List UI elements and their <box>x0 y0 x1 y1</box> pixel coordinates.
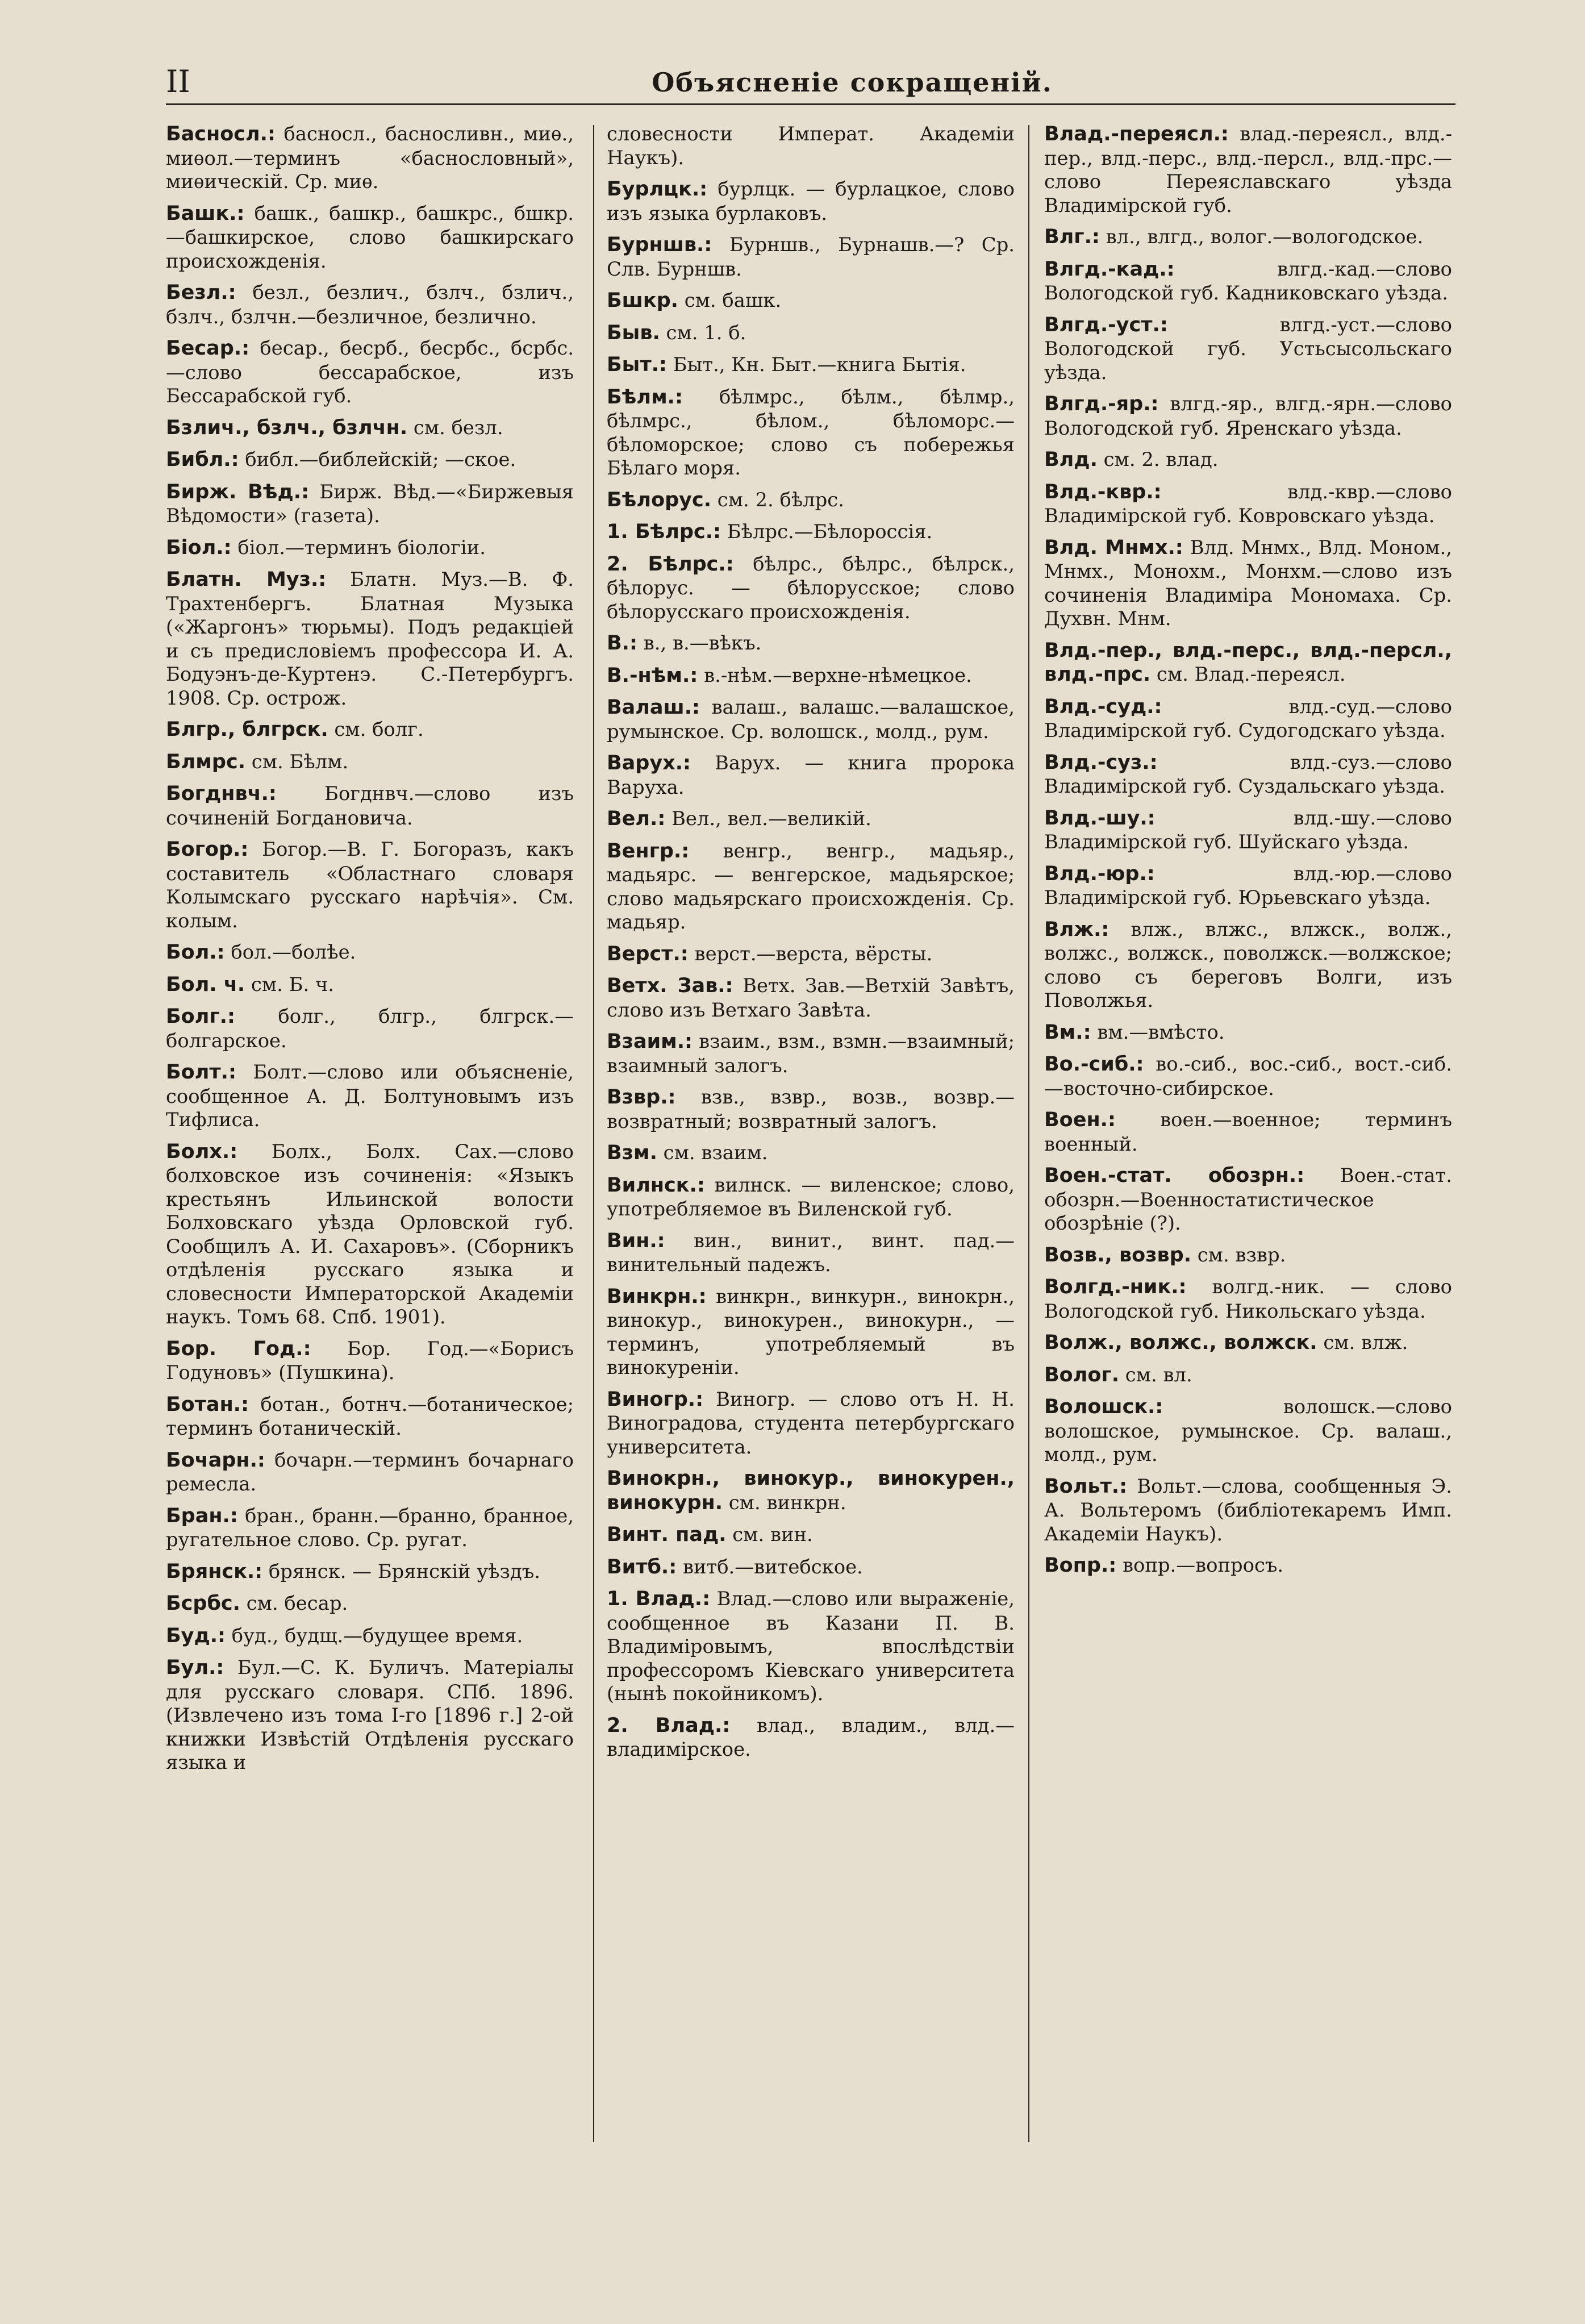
dictionary-entry <box>607 1714 1015 1761</box>
entry-headword: Влд. Мнмх.: <box>1044 536 1183 559</box>
dictionary-entry <box>607 631 1015 656</box>
entry-definition: см. безл. <box>407 416 503 439</box>
entry-definition: бол.—болѣе. <box>224 941 356 963</box>
entry-definition: см. 2. влад. <box>1097 448 1219 470</box>
dictionary-entry <box>607 664 1015 688</box>
entry-definition: см. вл. <box>1119 1363 1192 1386</box>
entry-headword: Бсрбс. <box>166 1592 240 1615</box>
entry-definition: влд.-суз.—слово Владимірской губ. Суздальскаго уѣзда. <box>1044 751 1452 797</box>
entry-definition: бѣлмрс., бѣлм., бѣлмр., бѣлмрс., бѣлом., бѣломорс.—бѣломорское; слово съ побережья Бѣлаго моря. <box>607 385 1015 479</box>
dictionary-entry <box>166 480 574 528</box>
entry-headword: Венгр.: <box>607 839 690 863</box>
entry-definition: см. болг. <box>328 718 424 740</box>
dictionary-entry <box>1044 536 1452 631</box>
dictionary-entry <box>607 974 1015 1022</box>
dictionary-entry <box>166 336 574 408</box>
dictionary-entry <box>607 321 1015 345</box>
column-2 <box>607 122 1015 1769</box>
entry-headword: Влд.-суз.: <box>1044 751 1158 774</box>
dictionary-entry <box>166 750 574 774</box>
dictionary-entry <box>166 568 574 710</box>
dictionary-entry <box>166 122 574 194</box>
entry-headword: Вопр.: <box>1044 1554 1117 1577</box>
entry-definition: в.-нѣм.—верхне-нѣмецкое. <box>698 664 972 686</box>
entry-headword: Влд. <box>1044 448 1098 471</box>
entry-definition: влд.-суд.—слово Владимірской губ. Судогодскаго уѣзда. <box>1044 695 1452 742</box>
entry-headword: Вм.: <box>1044 1021 1091 1044</box>
dictionary-entry <box>1044 1052 1452 1100</box>
dictionary-entry <box>607 177 1015 225</box>
dictionary-entry <box>166 1624 574 1648</box>
dictionary-entry <box>1044 448 1452 472</box>
entry-definition: венгр., венгр., мадьяр., мадьярс. — венгерское, мадьярское; слово мадьярскаго происхожденія. Ср. мадьяр. <box>607 839 1015 933</box>
entry-definition: влгд.-уст.—слово Вологодской губ. Устьсысольскаго уѣзда. <box>1044 313 1452 384</box>
dictionary-entry <box>166 1592 574 1616</box>
entry-headword: Бочарн.: <box>166 1448 265 1472</box>
entry-definition: Виногр. — слово отъ Н. Н. Виноградова, студента петербургскаго университета. <box>607 1388 1015 1458</box>
dictionary-entry <box>166 718 574 742</box>
entry-headword: Бул.: <box>166 1656 224 1679</box>
column-1 <box>166 122 574 1782</box>
entry-headword: Винт. пад. <box>607 1523 727 1546</box>
dictionary-entry <box>607 233 1015 281</box>
dictionary-entry <box>607 807 1015 831</box>
entry-definition: см. Влад.-переясл. <box>1150 663 1346 685</box>
entry-headword: Вин.: <box>607 1229 665 1252</box>
entry-definition: ботан., ботнч.—ботаническое; терминъ ботаническій. <box>166 1393 574 1439</box>
dictionary-entry <box>1044 1275 1452 1323</box>
entry-definition: біол.—терминъ біологіи. <box>231 536 486 559</box>
entry-headword: Во.-сиб.: <box>1044 1053 1144 1076</box>
entry-definition: Бѣлрс.—Бѣлороссія. <box>721 520 933 543</box>
entry-headword: Безл.: <box>166 281 236 304</box>
entry-headword: Бзлич., бзлч., бзлчн. <box>166 416 408 439</box>
entry-definition: валаш., валашс.—валашское, румынское. Ср. волошск., молд., рум. <box>607 696 1015 743</box>
entry-definition: волгд.-ник. — слово Вологодской губ. Никольскаго уѣзда. <box>1044 1276 1452 1322</box>
entry-headword: Валаш.: <box>607 696 700 719</box>
dictionary-entry <box>166 1060 574 1132</box>
dictionary-entry <box>607 353 1015 377</box>
dictionary-entry <box>607 520 1015 544</box>
dictionary-entry <box>1044 122 1452 217</box>
dictionary-entry <box>166 1140 574 1329</box>
header-rule <box>166 103 1455 105</box>
entry-headword: Влгд.-кад.: <box>1044 257 1175 281</box>
entry-definition: Воен.-стат. обозрн.—Военностатистическое обозрѣніе (?). <box>1044 1164 1452 1234</box>
entry-definition: см. 2. бѣлрс. <box>711 488 844 511</box>
entry-headword: 1. Влад.: <box>607 1588 711 1610</box>
entry-headword: Болх.: <box>166 1140 238 1163</box>
entry-headword: Взм. <box>607 1142 657 1164</box>
entry-headword: Бор. Год.: <box>166 1337 311 1360</box>
dictionary-entry <box>1044 639 1452 687</box>
entry-headword: Біол.: <box>166 536 232 559</box>
dictionary-entry <box>1044 257 1452 305</box>
dictionary-entry <box>607 385 1015 480</box>
entry-headword: Взаим.: <box>607 1030 693 1053</box>
dictionary-entry <box>607 1587 1015 1706</box>
entry-headword: Воен.: <box>1044 1109 1116 1131</box>
entry-headword: Бшкр. <box>607 289 678 312</box>
entry-headword: Виногр.: <box>607 1388 704 1411</box>
column-divider <box>593 125 594 2142</box>
entry-headword: Волошск.: <box>1044 1396 1163 1418</box>
entry-headword: Влж.: <box>1044 918 1110 941</box>
dictionary-entry <box>166 448 574 472</box>
entry-definition: винкрн., винкурн., винокрн., винокур., винокурен., винокурн., — терминъ, употребляемый въ винокуреніи. <box>607 1285 1015 1378</box>
entry-definition: Варух. — книга пророка Варуха. <box>607 752 1015 798</box>
entry-definition: бесар., бесрб., бесрбс., бсрбс.—слово бессарабское, изъ Бессарабской губ. <box>166 337 574 407</box>
entry-definition: влад.-переясл., влд.-пер., влд.-перс., влд.-персл., влд.-прс.—слово Переяславскаго уѣзда Владимірской губ. <box>1044 123 1452 216</box>
dictionary-entry <box>1044 1331 1452 1355</box>
dictionary-entry <box>1044 862 1452 910</box>
entry-headword: Возв., возвр. <box>1044 1243 1192 1267</box>
entry-definition: см. Б. ч. <box>245 973 335 996</box>
dictionary-entry <box>607 1388 1015 1459</box>
entry-headword: Быв. <box>607 321 660 344</box>
dictionary-entry <box>166 1504 574 1552</box>
entry-definition: см. бесар. <box>240 1592 348 1614</box>
entry-headword: Бол. ч. <box>166 973 245 996</box>
entry-definition: Быт., Кн. Быт.—книга Бытія. <box>666 353 966 376</box>
entry-definition: Богор.—В. Г. Богоразъ, какъ составитель «Областнаго словаря Колымскаго русскаго нарѣчія». См. колым. <box>166 838 574 932</box>
dictionary-entry <box>607 1085 1015 1133</box>
entry-headword: Верст.: <box>607 942 689 965</box>
entry-headword: В.-нѣм.: <box>607 664 698 687</box>
entry-headword: Вел.: <box>607 807 666 830</box>
dictionary-entry <box>607 552 1015 624</box>
entry-headword: Ботан.: <box>166 1393 249 1416</box>
entry-definition: влж., влжс., влжск., волж., волжс., волжск., поволжск.—волжское; слово съ береговъ Волги, изъ Поволжья. <box>1044 918 1452 1011</box>
dictionary-entry <box>607 751 1015 799</box>
dictionary-entry <box>166 1560 574 1584</box>
entry-definition: брянск. — Брянскій уѣздъ. <box>262 1560 541 1582</box>
entry-headword: Буд.: <box>166 1624 226 1647</box>
entry-definition: Богднвч.—слово изъ сочиненій Богдановича. <box>166 782 574 829</box>
dictionary-entry <box>1044 225 1452 249</box>
entry-headword: 2. Влад.: <box>607 1714 731 1737</box>
entry-headword: Влгд.-уст.: <box>1044 313 1168 336</box>
entry-definition: см. винкрн. <box>723 1491 846 1514</box>
entry-headword: Богднвч.: <box>166 782 277 805</box>
entry-definition: словесности Императ. Академіи Наукъ). <box>607 123 1015 169</box>
entry-definition: влд.-юр.—слово Владимірской губ. Юрьевскаго уѣзда. <box>1044 862 1452 909</box>
entry-headword: Бесар.: <box>166 337 250 360</box>
entry-headword: Влд.-суд.: <box>1044 695 1162 718</box>
dictionary-entry <box>166 1005 574 1052</box>
entry-headword: Брянск.: <box>166 1560 263 1583</box>
dictionary-entry <box>607 942 1015 967</box>
entry-definition: влд.-шу.—слово Владимірской губ. Шуйскаго уѣзда. <box>1044 806 1452 853</box>
entry-headword: Башк.: <box>166 202 245 225</box>
entry-definition: см. 1. б. <box>660 321 746 344</box>
entry-headword: Бѣлорус. <box>607 488 712 511</box>
entry-definition: см. башк. <box>678 289 782 311</box>
dictionary-entry <box>1044 1243 1452 1268</box>
entry-definition: вин., винит., винт. пад.—винительный падежъ. <box>607 1229 1015 1276</box>
entry-definition: влгд.-яр., влгд.-ярн.—слово Вологодской губ. Яренскаго уѣзда. <box>1044 393 1452 439</box>
dictionary-entry <box>1044 1164 1452 1235</box>
entry-headword: Болг.: <box>166 1005 235 1028</box>
entry-definition: Вел., вел.—великій. <box>665 807 871 830</box>
dictionary-entry <box>166 973 574 997</box>
entry-headword: Воен.-стат. обозрн.: <box>1044 1164 1305 1187</box>
entry-definition: болг., блгр., блгрск.—болгарское. <box>166 1005 574 1052</box>
entry-definition: Влад.—слово или выраженіе, сообщенное въ Казани П. В. Владиміровымъ, впослѣдствіи профессоромъ Кіевскаго университета (нынѣ покойникомъ). <box>607 1588 1015 1705</box>
page-number: II <box>166 64 190 99</box>
entry-headword: Блатн. Муз.: <box>166 568 327 591</box>
entry-definition: влд.-квр.—слово Владимірской губ. Ковровскаго уѣзда. <box>1044 480 1452 527</box>
entry-headword: Волог. <box>1044 1363 1119 1386</box>
entry-headword: В.: <box>607 632 637 655</box>
dictionary-entry <box>1044 1475 1452 1546</box>
entry-headword: Быт.: <box>607 353 667 376</box>
entry-definition: см. взвр. <box>1191 1243 1286 1266</box>
column-3 <box>1044 122 1452 1586</box>
entry-definition: см. вин. <box>726 1523 813 1546</box>
page-title: Объясненіе сокращеній. <box>652 67 1053 98</box>
dictionary-entry <box>166 1393 574 1440</box>
entry-definition: вл., влгд., волог.—вологодское. <box>1099 226 1424 248</box>
entry-definition: буд., будщ.—будущее время. <box>226 1624 523 1647</box>
dictionary-entry <box>166 940 574 965</box>
dictionary-entry <box>1044 751 1452 798</box>
dictionary-entry <box>607 1523 1015 1547</box>
entry-headword: Бол.: <box>166 941 225 964</box>
entry-headword: Библ.: <box>166 448 239 471</box>
entry-headword: 2. Бѣлрс.: <box>607 552 734 576</box>
entry-headword: Ветх. Зав.: <box>607 974 733 997</box>
entry-definition: бѣлрс., бѣлрс., бѣлрск., бѣлорус. — бѣлорусское; слово бѣлорусскаго происхожденія. <box>607 552 1015 623</box>
dictionary-entry <box>607 1141 1015 1165</box>
dictionary-entry <box>1044 1021 1452 1045</box>
dictionary-entry <box>166 416 574 440</box>
dictionary-entry <box>166 1337 574 1385</box>
entry-definition: взаим., взм., взмн.—взаимный; взаимный залогъ. <box>607 1030 1015 1077</box>
entry-headword: Бран.: <box>166 1504 238 1527</box>
dictionary-entry <box>607 1173 1015 1221</box>
entry-headword: Варух.: <box>607 752 691 774</box>
dictionary-entry <box>607 839 1015 934</box>
column-divider <box>1028 125 1029 2142</box>
dictionary-entry <box>607 289 1015 313</box>
entry-definition: бочарн.—терминъ бочарнаго ремесла. <box>166 1448 574 1495</box>
entry-headword: Бѣлм.: <box>607 385 683 409</box>
entry-definition: вопр.—вопросъ. <box>1116 1554 1284 1576</box>
entry-definition: взв., взвр., возв., возвр.—возвратный; возвратный залогъ. <box>607 1086 1015 1132</box>
entry-headword: 1. Бѣлрс.: <box>607 520 721 543</box>
dictionary-entry <box>166 202 574 273</box>
entry-headword: Бирж. Вѣд.: <box>166 480 310 503</box>
entry-definition: бурлцк. — бурлацкое, слово изъ языка бурлаковъ. <box>607 178 1015 224</box>
dictionary-entry <box>1044 695 1452 743</box>
dictionary-entry <box>1044 1554 1452 1578</box>
entry-headword: Вольт.: <box>1044 1475 1128 1498</box>
entry-headword: Влад.-переясл.: <box>1044 123 1229 145</box>
entry-headword: Винокрн., винокур., винокурен., винокурн. <box>607 1467 1015 1514</box>
dictionary-entry <box>1044 480 1452 528</box>
entry-headword: Болт.: <box>166 1061 236 1084</box>
dictionary-entry <box>1044 806 1452 854</box>
dictionary-entry <box>607 1555 1015 1580</box>
entry-headword: Блмрс. <box>166 750 246 773</box>
entry-definition: Блатн. Муз.—В. Ф. Трахтенбергъ. Блатная Музыка («Жаргонъ» тюрьмы). Подъ редакціей и съ предисловіемъ профессора И. А. Бодуэнъ-де-Куртенэ. С.-Петербургъ. 1908. Ср. острож. <box>166 568 574 709</box>
entry-headword: Блгр., блгрск. <box>166 718 328 741</box>
entry-definition: башк., башкр., башкрс., бшкр.—башкирское, слово башкирскаго происхожденія. <box>166 202 574 272</box>
entry-definition: витб.—витебское. <box>677 1555 863 1578</box>
dictionary-entry <box>607 122 1015 169</box>
entry-definition: волошск.—слово волошское, румынское. Ср. валаш., молд., рум. <box>1044 1396 1452 1465</box>
entry-definition: Болх., Болх. Сах.—слово болховское изъ сочиненія: «Языкъ крестьянъ Ильинской волости Болховскаго уѣзда Орловской губ. Сообщилъ А. И. Сахаровъ». (Сборникъ отдѣленія русскаго языка и словесности Императорской Академіи наукъ. Томъ 68. Спб. 1901). <box>166 1140 574 1328</box>
entry-definition: вилнск. — виленское; слово, употребляемое въ Виленской губ. <box>607 1173 1015 1220</box>
entry-definition: Бирж. Вѣд.—«Биржевыя Вѣдомости» (газета). <box>166 480 574 527</box>
entry-definition: Ветх. Зав.—Ветхій Завѣтъ, слово изъ Ветхаго Завѣта. <box>607 974 1015 1021</box>
entry-headword: Волж., волжс., волжск. <box>1044 1331 1317 1354</box>
entry-definition: верст.—верста, вёрсты. <box>688 942 933 965</box>
dictionary-entry <box>607 1030 1015 1077</box>
dictionary-entry <box>1044 1363 1452 1388</box>
entry-definition: Бор. Год.—«Борисъ Годуновъ» (Пушкина). <box>166 1337 574 1384</box>
dictionary-entry <box>166 838 574 932</box>
dictionary-entry <box>166 536 574 560</box>
entry-headword: Богор.: <box>166 838 249 861</box>
dictionary-entry <box>1044 392 1452 440</box>
dictionary-entry <box>607 488 1015 513</box>
entry-definition: влад., владим., влд.—владимірское. <box>607 1714 1015 1760</box>
entry-definition: безл., безлич., бзлч., бзлич., бзлч., бзлчн.—безличное, безлично. <box>166 281 574 328</box>
dictionary-entry <box>1044 313 1452 385</box>
entry-headword: Волгд.-ник.: <box>1044 1276 1187 1298</box>
entry-headword: Влг.: <box>1044 226 1100 248</box>
entry-headword: Витб.: <box>607 1555 677 1579</box>
entry-definition: см. Бѣлм. <box>245 750 349 773</box>
dictionary-entry <box>607 1467 1015 1515</box>
entry-definition: Влд. Мнмх., Влд. Моном., Мнмх., Монохм., Монхм.—слово изъ сочиненія Владиміра Мономаха. Ср. Духвн. Мнм. <box>1044 536 1452 630</box>
entry-definition: воен.—военное; терминъ военный. <box>1044 1109 1452 1155</box>
dictionary-entry <box>1044 1395 1452 1467</box>
dictionary-entry <box>166 1656 574 1775</box>
entry-definition: бран., бранн.—бранно, бранное, ругательное слово. Ср. ругат. <box>166 1504 574 1551</box>
entry-headword: Вилнск.: <box>607 1173 705 1197</box>
entry-headword: Винкрн.: <box>607 1285 707 1308</box>
entry-definition: вм.—вмѣсто. <box>1091 1021 1225 1043</box>
entry-headword: Бурншв.: <box>607 234 712 256</box>
entry-headword: Взвр.: <box>607 1086 676 1109</box>
entry-headword: Влд.-шу.: <box>1044 806 1156 830</box>
entry-definition: Вольт.—слова, сообщенныя Э. А. Вольтеромъ (библіотекаремъ Имп. Академіи Наукъ). <box>1044 1475 1452 1545</box>
entry-headword: Влд.-пер., влд.-перс., влд.-персл., влд.-прс. <box>1044 639 1452 686</box>
entry-headword: Басносл.: <box>166 123 276 145</box>
dictionary-entry <box>1044 1108 1452 1156</box>
dictionary-entry <box>166 1448 574 1496</box>
entry-definition: в., в.—вѣкъ. <box>637 632 762 654</box>
entry-definition: влгд.-кад.—слово Вологодской губ. Кадниковскаго уѣзда. <box>1044 257 1452 304</box>
entry-definition: басносл., басносливн., миѳ., миѳол.—терминъ «баснословный», миѳическій. Ср. миѳ. <box>166 123 574 193</box>
entry-headword: Влгд.-яр.: <box>1044 393 1159 415</box>
dictionary-entry <box>607 1229 1015 1277</box>
entry-headword: Влд.-квр.: <box>1044 480 1162 503</box>
dictionary-entry <box>607 695 1015 743</box>
dictionary-entry <box>1044 918 1452 1013</box>
entry-definition: Болт.—слово или объясненіе, сообщенное А. Д. Болтуновымъ изъ Тифлиса. <box>166 1061 574 1131</box>
entry-definition: во.-сиб., вос.-сиб., вост.-сиб.—восточно-сибирское. <box>1044 1053 1452 1099</box>
entry-definition: см. влж. <box>1317 1331 1408 1353</box>
entry-definition: см. взаим. <box>657 1142 768 1164</box>
dictionary-entry <box>166 281 574 328</box>
entry-definition: Бурншв., Бурнашв.—? Ср. Слв. Бурншв. <box>607 234 1015 280</box>
entry-definition: библ.—библейскій; —ское. <box>239 448 516 470</box>
entry-headword: Влд.-юр.: <box>1044 862 1155 885</box>
entry-definition: Бул.—С. К. Буличъ. Матеріалы для русскаго словаря. СПб. 1896. (Извлечено изъ тома I-го [1896 г.] 2-ой книжки Извѣстій Отдѣленія русскаго языка и <box>166 1656 574 1773</box>
entry-headword: Бурлцк.: <box>607 178 708 201</box>
dictionary-entry <box>166 782 574 830</box>
dictionary-entry <box>607 1285 1015 1380</box>
